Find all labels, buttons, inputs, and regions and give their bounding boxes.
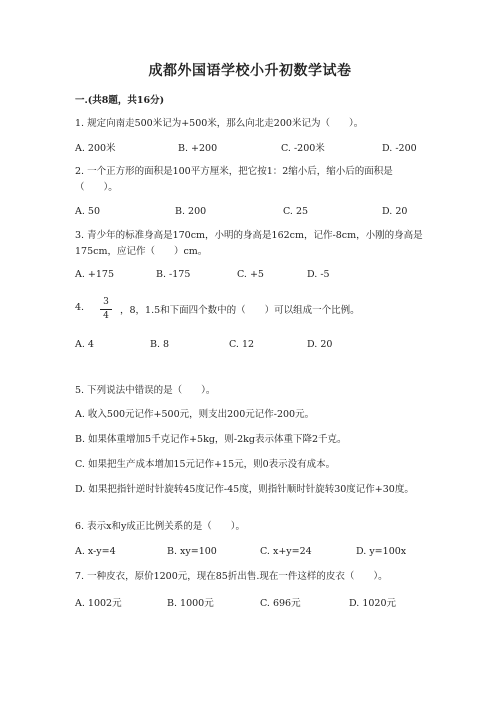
q4-option-a: A. 4 — [75, 339, 94, 350]
q5-option-a: A. 收入500元记作+500元，则支出200元记作-200元。 — [75, 409, 315, 420]
question-2: 2. 一个正方形的面积是100平方厘米，把它按1：2缩小后，缩小后的面积是（ ）。 — [75, 166, 393, 193]
q7-option-d: D. 1020元 — [349, 598, 396, 609]
q7-option-c: C. 696元 — [260, 598, 301, 609]
q5-option-d: D. 如果把指针逆时针旋转45度记作-45度，则指针顺时针旋转30度记作+30度。 — [75, 484, 414, 495]
q1-option-a: A. 200米 — [75, 143, 116, 154]
question-6: 6. 表示x和y成正比例关系的是（ ）。 — [75, 521, 246, 532]
q3-option-b: B. -175 — [156, 269, 191, 280]
q2-option-d: D. 20 — [382, 206, 408, 217]
section-heading: 一.(共8题，共16分) — [75, 95, 165, 106]
question-4-text: ，8，1.5和下面四个数中的（ ）可以组成一个比例。 — [120, 305, 360, 316]
q6-option-b: B. xy=100 — [167, 546, 217, 557]
q4-option-d: D. 20 — [307, 339, 333, 350]
q1-option-d: D. -200 — [382, 143, 417, 154]
fraction-numerator: 3 — [103, 297, 109, 307]
fraction-bar — [100, 309, 112, 310]
q3-option-a: A. +175 — [75, 269, 114, 280]
q5-option-c: C. 如果把生产成本增加15元记作+15元，则0表示没有成本。 — [75, 459, 336, 470]
q6-option-c: C. x+y=24 — [260, 546, 312, 557]
q2-option-b: B. 200 — [175, 206, 207, 217]
q6-option-a: A. x-y=4 — [75, 546, 116, 557]
question-3: 3. 青少年的标准身高是170cm，小明的身高是162cm，记作-8cm，小刚的身高是175cm，应记作（ ）cm。 — [75, 230, 423, 257]
question-5: 5. 下列说法中错误的是（ ）。 — [75, 385, 216, 396]
question-7: 7. 一种皮衣，原价1200元，现在85折出售.现在一件这样的皮衣（ ）。 — [75, 571, 388, 582]
q7-option-b: B. 1000元 — [167, 598, 214, 609]
q3-option-d: D. -5 — [307, 269, 330, 280]
q3-option-c: C. +5 — [237, 269, 264, 280]
question-4-number: 4. — [75, 302, 85, 313]
fraction-three-quarters — [100, 297, 112, 322]
q5-option-b: B. 如果体重增加5千克记作+5kg，则-2kg表示体重下降2千克。 — [75, 434, 347, 445]
q2-option-a: A. 50 — [75, 206, 100, 217]
fraction-denominator: 4 — [103, 311, 109, 321]
q6-option-d: D. y=100x — [356, 546, 407, 557]
q4-option-c: C. 12 — [229, 339, 255, 350]
q4-option-b: B. 8 — [150, 339, 170, 350]
page-title: 成都外国语学校小升初数学试卷 — [148, 63, 352, 79]
q1-option-b: B. +200 — [178, 143, 218, 154]
q2-option-c: C. 25 — [283, 206, 309, 217]
q7-option-a: A. 1002元 — [75, 598, 122, 609]
question-1: 1. 规定向南走500米记为+500米，那么向北走200米记为（ ）。 — [75, 118, 364, 129]
q1-option-c: C. -200米 — [281, 143, 325, 154]
